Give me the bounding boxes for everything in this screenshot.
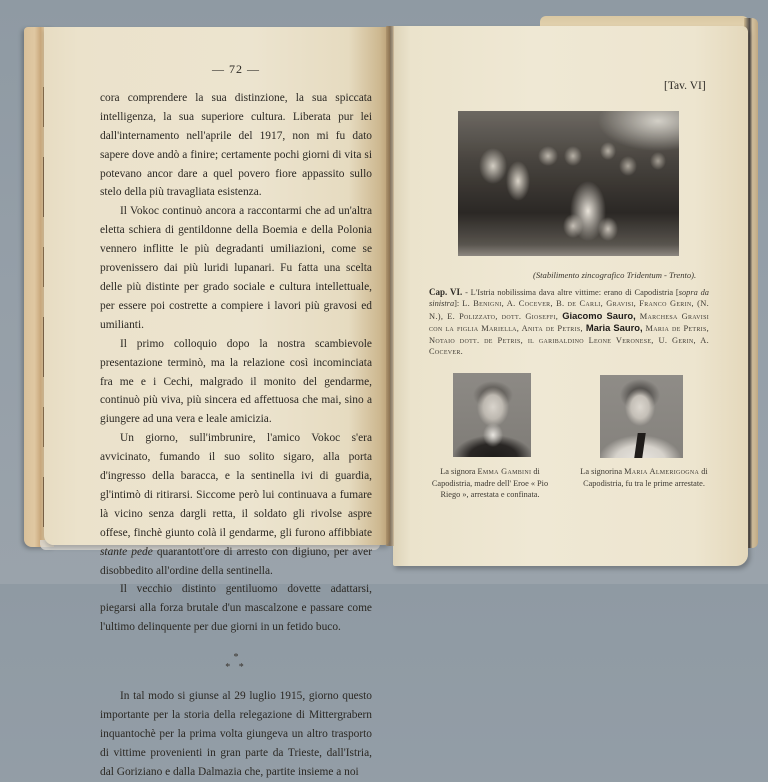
paragraph-4-text-b: quarantott'ore di arresto con digiuno, per aver disobbedito all'ordine della sentinella. (100, 545, 372, 577)
asterism-top: * (233, 652, 239, 664)
photo-credit: (Stabilimento zincografico Tridentum - Trento). (533, 270, 697, 280)
plate-label: [Tav. VI] (664, 80, 706, 92)
caption-lead: Cap. VI. (429, 287, 463, 297)
caption-names-1: L. Benigni, A. Cocever, B. de Carli, Gravisi, Franco Gerin, (N. N.), E. Polizzato, dott. Gioseffi, (429, 299, 709, 321)
portrait-caption-2-name: Maria Almerigogna (624, 467, 700, 476)
caption-bold-name-maria-sauro: Maria Sauro, (585, 322, 643, 334)
italic-phrase-stante-pede: stante pede (100, 545, 153, 558)
paragraph-3: Il primo colloquio dopo la nostra scambievole presentazione terminò, ma la relazione così incominciata fra me e i Cechi, malgrado il monito del gendarme, continuò più viva, più sincera ed affettuosa che mai, sino a giungere ad una vera e leale amicizia. (100, 337, 372, 426)
asterism-bottom: * * (225, 662, 247, 674)
paragraph-6: In tal modo si giunse al 29 luglio 1915, giorno questo importante per la storia della relegazione di Mittergrabern inquantochè per la prima volta giungeva un altro trasporto di vittime provenienti in gran parte da Trieste, dall'Istria, dal Goriziano e dalla Dalmazia che, partite insieme a noi (100, 690, 372, 778)
caption-intro: - L'Istria nobilissima dava altre vittime: erano di Capodistria [ (462, 288, 679, 297)
paragraph-2: Il Vokoc continuò ancora a raccontarmi che ad un'altra eletta schiera di gentildonne della Boemia e della Polonia vennero inflitte le più degradanti umiliazioni, come se provenissero dai più luridi lupanari. Fu fatta una scelta delle più distinte per grado sociale e cultura intellettuale, per essere poi costrette a compiere i lavori più gravosi ed umilianti. (100, 205, 372, 331)
paragraph-5: Il vecchio distinto gentiluomo dovette adattarsi, piegarsi alla forza brutale d'un mascalzone e passare come l'ultimo delinquente per due giorni in un fetido buco. (100, 583, 372, 634)
group-photograph (458, 111, 679, 256)
caption-bold-name-giacomo-sauro: Giacomo Sauro, (562, 309, 636, 321)
paragraph-4 (100, 429, 372, 580)
portrait-caption-2 (580, 466, 708, 489)
caption-after-direction: ]: (454, 299, 463, 309)
book-gutter (386, 26, 394, 546)
paragraph-4-text-a: Un giorno, sull'imbrunire, l'amico Vokoc s'era avvicinato, fumando il suo solito sigaro, alla porta d'ingresso della baracca, e la sentinella ivi di guardia, gl'intimò di ritirarsi. Siccome però lui continuava a fumare là vicino senza dargli retta, il soldato gli rivolse aspre offese, finchè giunto colà il gendarme, gli furono affibbiate (100, 432, 372, 539)
caption-names-2: Marchesa Gravisi con la figlia Mariella, Anita de Petris, (429, 311, 709, 334)
page-number: — 72 — (212, 62, 260, 76)
portrait-caption-2-suffix: di Capodistria, fu tra le prime arrestate. (583, 467, 708, 488)
left-page-text (100, 60, 372, 782)
portrait-caption-1 (429, 466, 551, 501)
portrait-caption-1-name: Emma Gambini (477, 467, 532, 476)
section-break-asterism (100, 653, 372, 673)
portrait-emma-gambini (453, 373, 531, 457)
paragraph-1: cora comprendere la sua distinzione, la sua spiccata intelligenza, la sua superiore cultura. Liberata pur lei dall'internamento nell'aprile del 1917, non mi fu dato sapere dove andò a finire; certamente pochi giorni di vita si potevano ancor dare a quel povero fiore appassito sullo stelo della più travagliata esistenza. (100, 91, 372, 199)
portrait-maria-almerigogna (600, 375, 683, 458)
portrait-caption-1-prefix: La signora (440, 467, 478, 476)
portrait-caption-1-suffix: di Capodistria, madre dell' Eroe « Pio Riego », arrestata e confinata. (431, 467, 549, 500)
caption-names-3: Maria de Petris, Notaio dott. de Petris, il garibaldino Leone Veronese, U. Gerin, A. Cocever. (429, 324, 709, 357)
plate-caption (429, 287, 709, 357)
portrait-caption-2-prefix: La signorina (580, 467, 625, 476)
caption-direction: sopra da sinistra (429, 288, 709, 309)
